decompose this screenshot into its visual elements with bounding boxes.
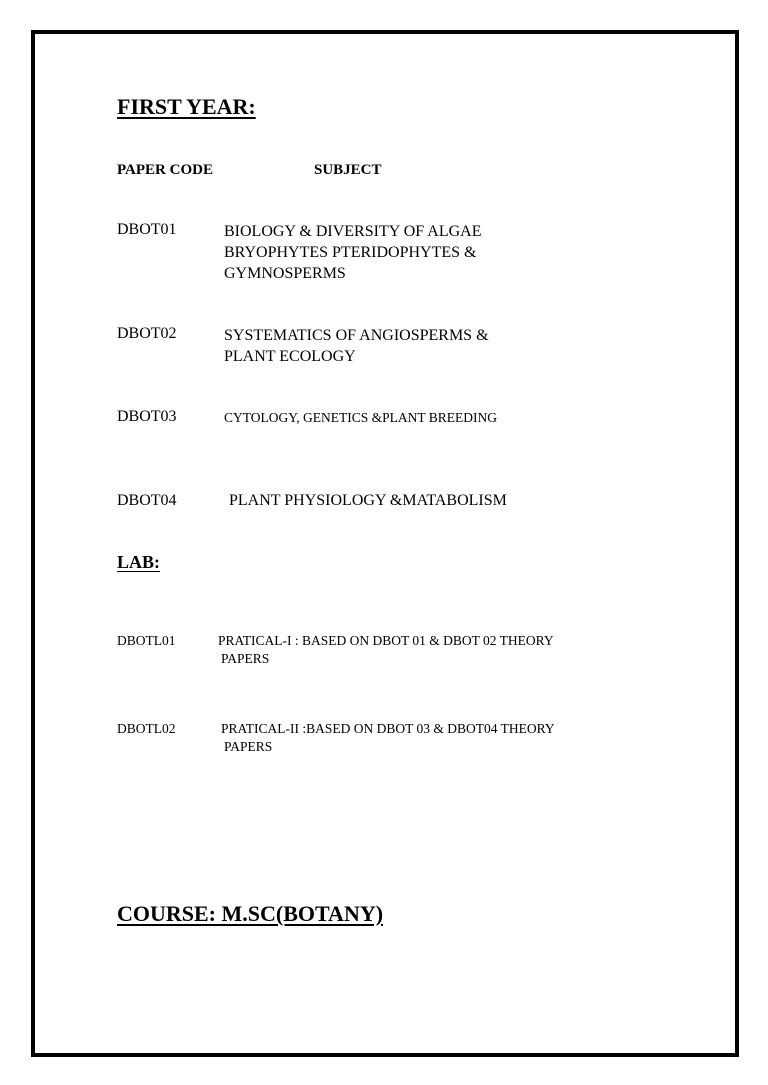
lab-description (221, 720, 555, 756)
lab-line: PAPERS (221, 651, 270, 666)
paper-code: DBOT04 (117, 492, 177, 509)
subject-line: BIOLOGY & DIVERSITY OF ALGAE (224, 223, 482, 240)
paper-code: DBOT02 (117, 325, 177, 342)
subject-line: PLANT ECOLOGY (224, 348, 356, 365)
lab-code: DBOTL01 (117, 633, 176, 648)
subject-line: SYSTEMATICS OF ANGIOSPERMS & (224, 327, 489, 344)
lab-heading: LAB: (117, 552, 161, 572)
paper-code: DBOT01 (117, 221, 177, 238)
subject-line: GYMNOSPERMS (224, 265, 346, 282)
lab-code: DBOTL02 (117, 721, 176, 736)
course-heading: COURSE: M.SC(BOTANY) (117, 901, 384, 926)
paper-code: DBOT03 (117, 408, 177, 425)
paper-code-column-header: PAPER CODE (117, 162, 213, 178)
lab-description (218, 632, 554, 668)
subject-line: BRYOPHYTES PTERIDOPHYTES & (224, 244, 477, 261)
lab-line: PRATICAL-II :BASED ON DBOT 03 & DBOT04 THEORY (221, 721, 555, 736)
first-year-heading: FIRST YEAR: (117, 94, 256, 119)
paper-subject (224, 221, 481, 284)
paper-subject: CYTOLOGY, GENETICS &PLANT BREEDING (224, 410, 498, 425)
lab-line: PRATICAL-I : BASED ON DBOT 01 & DBOT 02 THEORY (218, 633, 554, 648)
subject-column-header: SUBJECT (314, 162, 382, 178)
paper-subject: PLANT PHYSIOLOGY &MATABOLISM (229, 492, 507, 509)
paper-subject (224, 325, 489, 367)
lab-line: PAPERS (224, 739, 273, 754)
